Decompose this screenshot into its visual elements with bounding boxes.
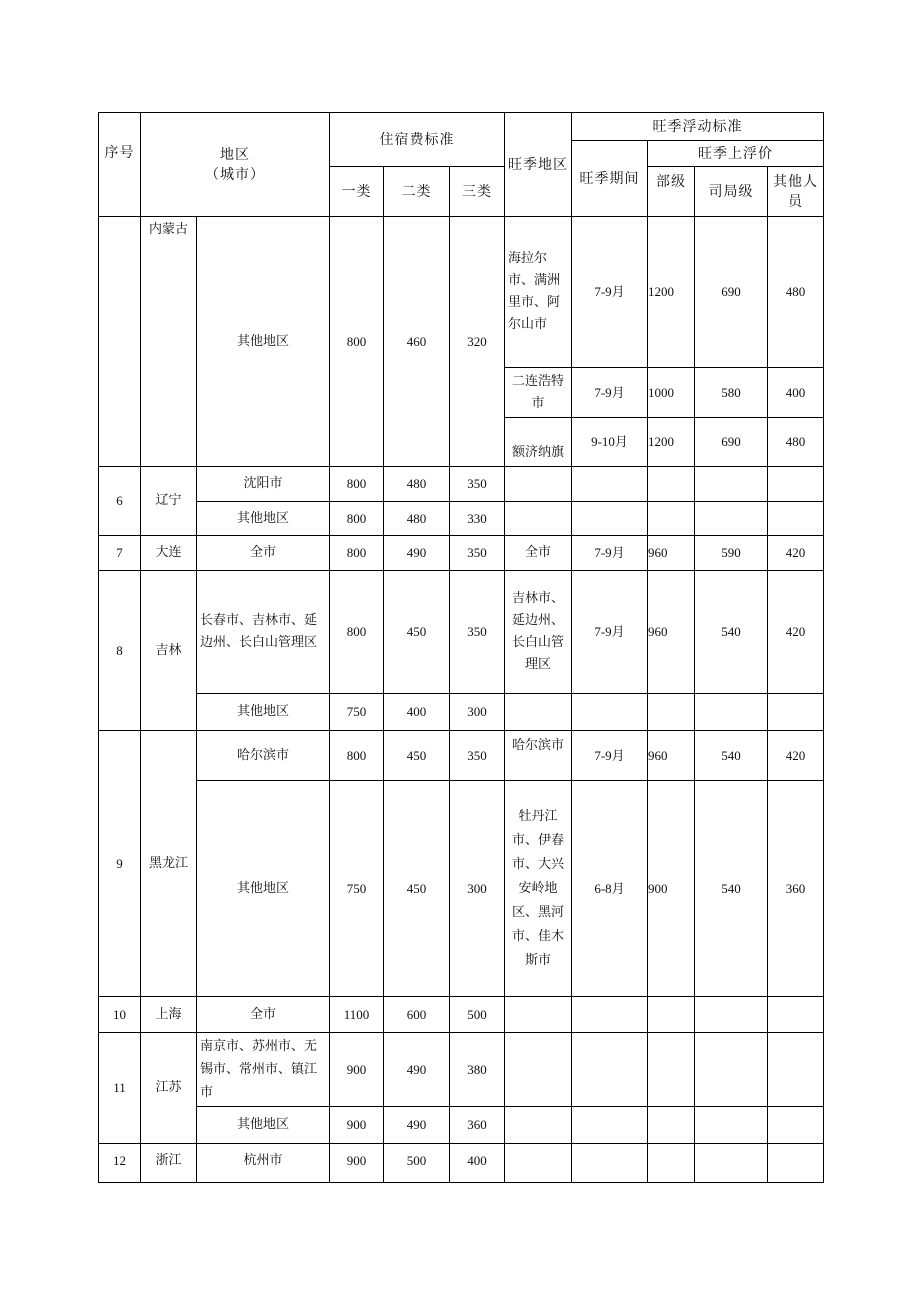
empty-cell [695, 694, 768, 731]
empty-cell [572, 467, 648, 502]
js-a2-c2: 490 [384, 1107, 450, 1144]
zj-province: 浙江 [141, 1144, 197, 1183]
jl-a2-c3: 300 [450, 694, 505, 731]
dl-c2: 490 [384, 536, 450, 571]
nmg-peak1-others: 480 [768, 217, 824, 368]
empty-cell [768, 1144, 824, 1183]
empty-cell [768, 1107, 824, 1144]
nmg-peak3-bureau: 690 [695, 418, 768, 467]
empty-cell [505, 1033, 572, 1107]
sh-c3: 500 [450, 997, 505, 1033]
nmg-peak2-others: 400 [768, 368, 824, 418]
header-peak-float: 旺季浮动标准 [572, 113, 824, 141]
nmg-area: 其他地区 [197, 217, 330, 467]
sh-seq: 10 [99, 997, 141, 1033]
empty-cell [505, 694, 572, 731]
zj-area: 杭州市 [197, 1144, 330, 1183]
hlj-a2-c2: 450 [384, 781, 450, 997]
nmg-c2: 460 [384, 217, 450, 467]
hlj-peak2-ministry: 900 [648, 781, 695, 997]
empty-cell [648, 502, 695, 536]
empty-cell [505, 502, 572, 536]
dl-c3: 350 [450, 536, 505, 571]
empty-cell [695, 1107, 768, 1144]
nmg-peak3-region: 额济纳旗 [505, 418, 572, 467]
header-peak-period: 旺季期间 [572, 141, 648, 217]
dl-peak-others: 420 [768, 536, 824, 571]
nmg-c1: 800 [330, 217, 384, 467]
header-peak-region: 旺季地区 [505, 113, 572, 217]
nmg-peak3-period: 9-10月 [572, 418, 648, 467]
nmg-peak1-ministry: 1200 [648, 217, 695, 368]
js-area2: 其他地区 [197, 1107, 330, 1144]
empty-cell [648, 1033, 695, 1107]
empty-cell [768, 502, 824, 536]
sh-c2: 600 [384, 997, 450, 1033]
header-lodging: 住宿费标准 [330, 113, 505, 167]
hlj-a1-c2: 450 [384, 731, 450, 781]
header-ministry: 部级 [648, 167, 695, 217]
ln-a2-c1: 800 [330, 502, 384, 536]
nmg-peak3-others: 480 [768, 418, 824, 467]
empty-cell [505, 997, 572, 1033]
header-region-label: 地区 [220, 146, 250, 163]
jl-area2: 其他地区 [197, 694, 330, 731]
lodging-standards-table [98, 112, 824, 1183]
jl-peak-others: 420 [768, 571, 824, 694]
header-class1: 一类 [330, 167, 384, 217]
header-region-sub: （城市） [205, 166, 265, 183]
hlj-a1-c3: 350 [450, 731, 505, 781]
empty-cell [505, 1144, 572, 1183]
sh-c1: 1100 [330, 997, 384, 1033]
header-region [141, 113, 330, 217]
empty-cell [695, 997, 768, 1033]
empty-cell [695, 1033, 768, 1107]
header-class2: 二类 [384, 167, 450, 217]
nmg-peak1-region: 海拉尔市、满洲里市、阿尔山市 [505, 217, 572, 368]
nmg-peak1-bureau: 690 [695, 217, 768, 368]
empty-cell [572, 997, 648, 1033]
empty-cell [648, 1144, 695, 1183]
sh-province: 上海 [141, 997, 197, 1033]
hlj-area1: 哈尔滨市 [197, 731, 330, 781]
empty-cell [768, 467, 824, 502]
dl-peak-region: 全市 [505, 536, 572, 571]
zj-seq: 12 [99, 1144, 141, 1183]
ln-a1-c3: 350 [450, 467, 505, 502]
jl-peak-period: 7-9月 [572, 571, 648, 694]
nmg-peak2-bureau: 580 [695, 368, 768, 418]
empty-cell [648, 997, 695, 1033]
zj-c3: 400 [450, 1144, 505, 1183]
empty-cell [768, 694, 824, 731]
hlj-peak2-region: 牡丹江市、伊春市、大兴安岭地区、黑河市、佳木斯市 [505, 781, 572, 997]
hlj-peak1-region: 哈尔滨市 [505, 731, 572, 781]
jl-province: 吉林 [141, 571, 197, 731]
header-class3: 三类 [450, 167, 505, 217]
ln-province: 辽宁 [141, 467, 197, 536]
hlj-peak1-ministry: 960 [648, 731, 695, 781]
empty-cell [505, 467, 572, 502]
empty-cell [648, 694, 695, 731]
hlj-peak2-others: 360 [768, 781, 824, 997]
empty-cell [572, 1033, 648, 1107]
sh-area: 全市 [197, 997, 330, 1033]
zj-c2: 500 [384, 1144, 450, 1183]
hlj-peak2-bureau: 540 [695, 781, 768, 997]
nmg-province: 内蒙古 [141, 217, 197, 467]
empty-cell [695, 1144, 768, 1183]
empty-cell [572, 1144, 648, 1183]
js-a1-c1: 900 [330, 1033, 384, 1107]
jl-peak-ministry: 960 [648, 571, 695, 694]
nmg-peak2-period: 7-9月 [572, 368, 648, 418]
jl-area1: 长春市、吉林市、延边州、长白山管理区 [197, 571, 330, 694]
empty-cell [572, 1107, 648, 1144]
hlj-peak1-others: 420 [768, 731, 824, 781]
jl-peak-region: 吉林市、延边州、长白山管理区 [505, 571, 572, 694]
nmg-peak1-period: 7-9月 [572, 217, 648, 368]
hlj-peak2-period: 6-8月 [572, 781, 648, 997]
empty-cell [572, 502, 648, 536]
jl-seq: 8 [99, 571, 141, 731]
empty-cell [648, 1107, 695, 1144]
header-seq: 序号 [99, 113, 141, 217]
dl-c1: 800 [330, 536, 384, 571]
nmg-seq [99, 217, 141, 467]
dl-province: 大连 [141, 536, 197, 571]
nmg-peak2-region: 二连浩特市 [505, 368, 572, 418]
empty-cell [572, 694, 648, 731]
js-a2-c3: 360 [450, 1107, 505, 1144]
jl-a1-c2: 450 [384, 571, 450, 694]
empty-cell [768, 1033, 824, 1107]
jl-a2-c2: 400 [384, 694, 450, 731]
jl-a2-c1: 750 [330, 694, 384, 731]
hlj-province: 黑龙江 [141, 731, 197, 997]
header-bureau: 司局级 [695, 167, 768, 217]
hlj-area2: 其他地区 [197, 781, 330, 997]
jl-peak-bureau: 540 [695, 571, 768, 694]
header-peak-uplift: 旺季上浮价 [648, 141, 824, 167]
ln-area2: 其他地区 [197, 502, 330, 536]
hlj-peak1-bureau: 540 [695, 731, 768, 781]
js-area1: 南京市、苏州市、无锡市、常州市、镇江市 [197, 1033, 330, 1107]
jl-a1-c1: 800 [330, 571, 384, 694]
hlj-seq: 9 [99, 731, 141, 997]
empty-cell [505, 1107, 572, 1144]
js-a1-c3: 380 [450, 1033, 505, 1107]
empty-cell [768, 997, 824, 1033]
js-province: 江苏 [141, 1033, 197, 1144]
empty-cell [695, 502, 768, 536]
hlj-a2-c1: 750 [330, 781, 384, 997]
jl-a1-c3: 350 [450, 571, 505, 694]
hlj-peak1-period: 7-9月 [572, 731, 648, 781]
hlj-a1-c1: 800 [330, 731, 384, 781]
ln-a2-c2: 480 [384, 502, 450, 536]
js-a2-c1: 900 [330, 1107, 384, 1144]
nmg-c3: 320 [450, 217, 505, 467]
zj-c1: 900 [330, 1144, 384, 1183]
dl-area: 全市 [197, 536, 330, 571]
ln-a2-c3: 330 [450, 502, 505, 536]
ln-a1-c1: 800 [330, 467, 384, 502]
js-seq: 11 [99, 1033, 141, 1144]
header-others: 其他人员 [768, 167, 824, 217]
nmg-peak2-ministry: 1000 [648, 368, 695, 418]
ln-a1-c2: 480 [384, 467, 450, 502]
hlj-a2-c3: 300 [450, 781, 505, 997]
empty-cell [648, 467, 695, 502]
ln-area1: 沈阳市 [197, 467, 330, 502]
empty-cell [695, 467, 768, 502]
dl-peak-bureau: 590 [695, 536, 768, 571]
js-a1-c2: 490 [384, 1033, 450, 1107]
dl-seq: 7 [99, 536, 141, 571]
ln-seq: 6 [99, 467, 141, 536]
dl-peak-ministry: 960 [648, 536, 695, 571]
nmg-peak3-ministry: 1200 [648, 418, 695, 467]
dl-peak-period: 7-9月 [572, 536, 648, 571]
